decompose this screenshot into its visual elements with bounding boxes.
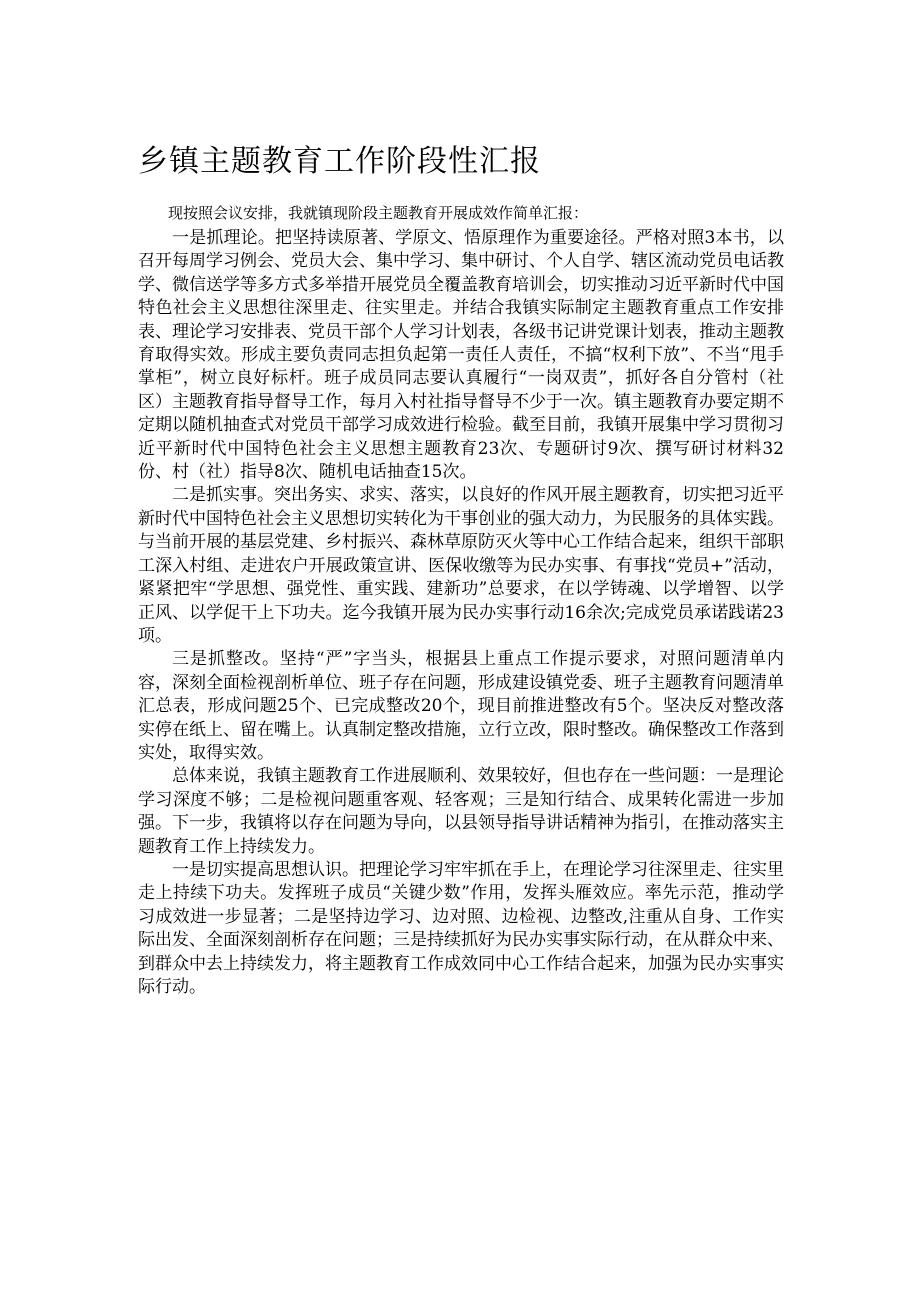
document-title: 乡镇主题教育工作阶段性汇报 — [138, 144, 541, 179]
paragraph-practical-work: 二是抓实事。突出务实、求实、落实，以良好的作风开展主题教育，切实把习近平新时代中国特色社会主义思想切实转化为干事创业的强大动力，为民服务的具体实践。与当前开展的基层党建、乡村振兴、森林草原防灭火等中心工作结合起来，组织干部职工深入村组、走进农户开展政策宣讲、医保收缴等为民办实事、有事找“党员+”活动，紧紧把牢“学思想、强党性、重实践、建新功”总要求，在以学铸魂、以学增智、以学正风、以学促干上下功夫。迄今我镇开展为民办实事行动16余次;完成党员承诺践诺23项。 — [138, 485, 784, 646]
paragraph-rectification: 三是抓整改。坚持“严”字当头，根据县上重点工作提示要求，对照问题清单内容，深刻全面检视剖析单位、班子存在问题，形成建设镇党委、班子主题教育问题清单汇总表，形成问题25个、已完成整改20个，现目前推进整改有5个。坚决反对整改落实停在纸上、留在嘴上。认真制定整改措施，立行立改，限时整改。确保整改工作落到实处，取得实效。 — [138, 649, 784, 763]
paragraph-summary: 总体来说，我镇主题教育工作进展顺利、效果较好，但也存在一些问题：一是理论学习深度不够；二是检视问题重客观、轻客观；三是知行结合、成果转化需进一步加强。下一步，我镇将以存在问题为导向，以县领导指导讲话精神为指引，在推动落实主题教育工作上持续发力。 — [138, 766, 784, 857]
paragraph-intro: 现按照会议安排，我就镇现阶段主题教育开展成效作简单汇报： — [168, 204, 589, 222]
document-body — [138, 199, 784, 999]
paragraph-next-steps: 一是切实提高思想认识。把理论学习牢牢抓在手上，在理论学习往深里走、往实里走上持续下功夫。发挥班子成员“关键少数”作用，发挥头雁效应。率先示范，推动学习成效进一步显著；二是坚持边学习、边对照、边检视、边整改,注重从自身、工作实际出发、全面深刻剖析存在问题；三是持续抓好为民办实事实际行动，在从群众中来、到群众中去上持续发力，将主题教育工作成效同中心工作结合起来，加强为民办实事实际行动。 — [138, 859, 784, 997]
paragraph-theory: 一是抓理论。把坚持读原著、学原文、悟原理作为重要途径。严格对照3本书，以召开每周学习例会、党员大会、集中学习、集中研讨、个人自学、辖区流动党员电话教学、微信送学等多方式多举措开展党员全覆盖教育培训会，切实推动习近平新时代中国特色社会主义思想往深里走、往实里走。并结合我镇实际制定主题教育重点工作安排表、理论学习安排表、党员干部个人学习计划表，各级书记讲党课计划表，推动主题教育取得实效。形成主要负责同志担负起第一责任人责任，不搞“权利下放”、不当“甩手掌柜”，树立良好标杆。班子成员同志要认真履行“一岗双责”，抓好各自分管村（社区）主题教育指导督导工作，每月入村社指导督导不少于一次。镇主题教育办要定期不定期以随机抽查式对党员干部学习成效进行检验。截至目前，我镇开展集中学习贯彻习近平新时代中国特色社会主义思想主题教育23次、专题研讨9次、撰写研讨材料32份、村（社）指导8次、随机电话抽查15次。 — [138, 228, 784, 483]
